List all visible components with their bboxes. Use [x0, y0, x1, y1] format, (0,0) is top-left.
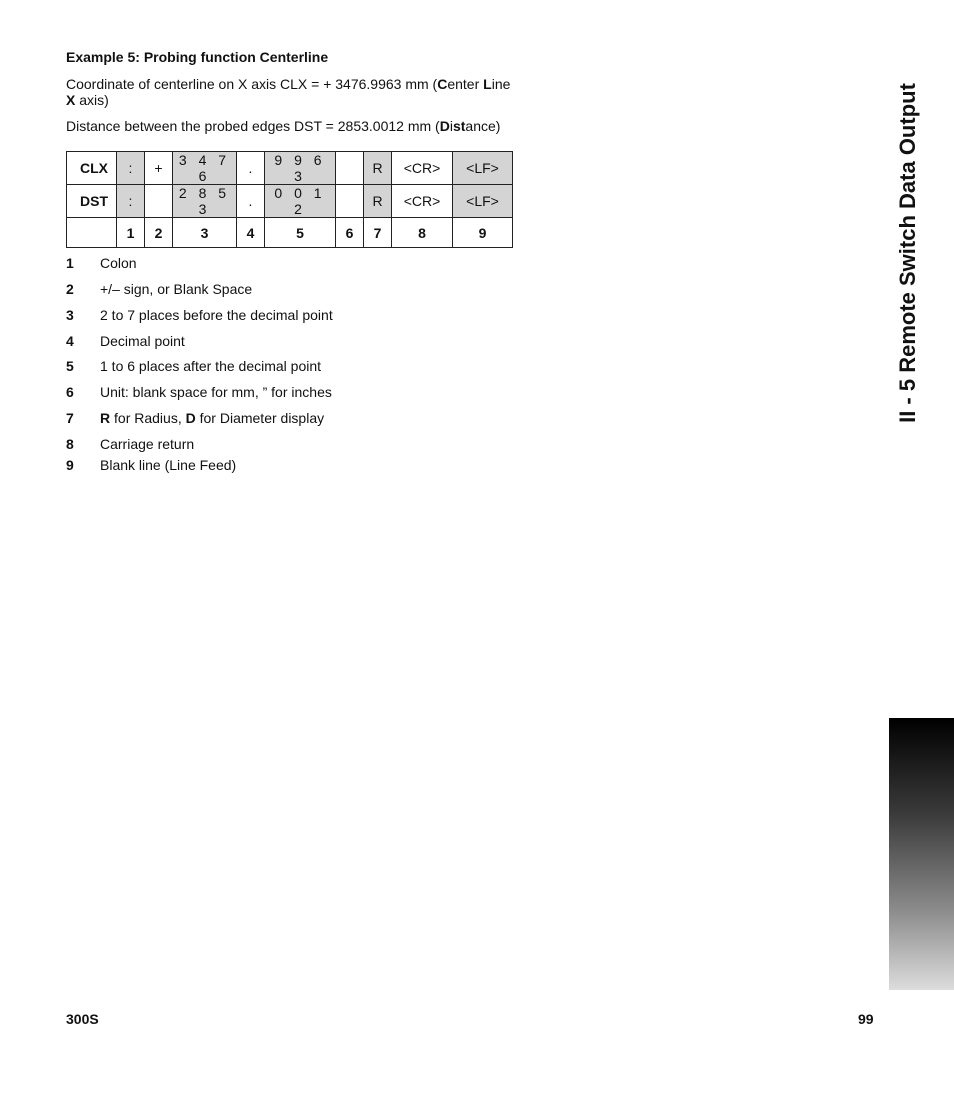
text-run: ance) [465, 118, 501, 134]
text-run: i [449, 118, 453, 134]
chapter-thumb-tab [889, 718, 954, 990]
legend-number: 9 [66, 457, 74, 473]
legend-text: Decimal point [100, 333, 185, 349]
table-cell: 7 [364, 218, 392, 248]
table-cell: : [117, 152, 145, 185]
distance-description [66, 118, 536, 134]
table-cell: 8 [392, 218, 453, 248]
table-cell [336, 185, 364, 218]
table-cell [67, 218, 117, 248]
table-cell: R [364, 185, 392, 218]
text-run: Distance between the probed edges DST = 2853.0012 mm ( [66, 118, 440, 134]
bold-run: D [439, 118, 450, 134]
table-cell: 4 [237, 218, 265, 248]
table-cell: . [237, 185, 265, 218]
table-row-index [67, 218, 513, 248]
table-row-dst [67, 185, 513, 218]
table-cell [145, 185, 173, 218]
legend-number: 4 [66, 333, 74, 349]
table-cell: 9 9 6 3 [265, 152, 336, 185]
table-cell: 1 [117, 218, 145, 248]
table-cell: <CR> [392, 185, 453, 218]
table-cell: 6 [336, 218, 364, 248]
table-cell: 2 8 5 3 [173, 185, 237, 218]
legend-text: 2 to 7 places before the decimal point [100, 307, 333, 323]
text-run: Coordinate of centerline on X axis CLX = + 3476.9963 mm ( [66, 76, 438, 92]
legend-number: 3 [66, 307, 74, 323]
table-cell [336, 152, 364, 185]
legend-text: Blank line (Line Feed) [100, 457, 237, 473]
legend-number: 6 [66, 384, 74, 400]
table-cell: 5 [265, 218, 336, 248]
text-run: for Diameter display [195, 410, 325, 426]
text-run: axis) [75, 92, 109, 108]
table-cell: <LF> [453, 185, 513, 218]
legend-number: 5 [66, 358, 74, 374]
footer-product-name: 300S [66, 1011, 99, 1027]
table-cell: R [364, 152, 392, 185]
table-cell: . [237, 152, 265, 185]
legend-number: 2 [66, 281, 74, 297]
footer-page-number: 99 [858, 1011, 874, 1027]
centerline-description [66, 76, 516, 108]
legend-number: 8 [66, 436, 74, 452]
legend-text: 1 to 6 places after the decimal point [100, 358, 322, 374]
legend-text: Colon [100, 255, 137, 271]
bold-run: D [185, 410, 196, 426]
text-run: ine [491, 76, 511, 92]
text-run: enter [447, 76, 484, 92]
legend-text: Carriage return [100, 436, 195, 452]
chapter-side-title: II - 5 Remote Switch Data Output [895, 83, 920, 423]
table-cell: 3 [173, 218, 237, 248]
table-cell: CLX [67, 152, 117, 185]
table-cell: <CR> [392, 152, 453, 185]
table-cell: : [117, 185, 145, 218]
table-cell: DST [67, 185, 117, 218]
table-cell: 9 [453, 218, 513, 248]
table-cell: <LF> [453, 152, 513, 185]
table-cell: 3 4 7 6 [173, 152, 237, 185]
bold-run: X [66, 92, 76, 108]
table-cell: 0 0 1 2 [265, 185, 336, 218]
section-heading: Example 5: Probing function Centerline [66, 49, 329, 65]
bold-run: C [437, 76, 448, 92]
legend-text [100, 410, 324, 426]
bold-run: R [100, 410, 111, 426]
table-cell: 2 [145, 218, 173, 248]
table-cell: + [145, 152, 173, 185]
legend-number: 7 [66, 410, 74, 426]
legend-number: 1 [66, 255, 74, 271]
data-format-table [66, 151, 513, 248]
legend-text: +/– sign, or Blank Space [100, 281, 253, 297]
bold-run: L [483, 76, 492, 92]
bold-run: st [452, 118, 466, 134]
table-row-clx [67, 152, 513, 185]
text-run: for Radius, [110, 410, 186, 426]
legend-text: Unit: blank space for mm, ” for inches [100, 384, 332, 400]
